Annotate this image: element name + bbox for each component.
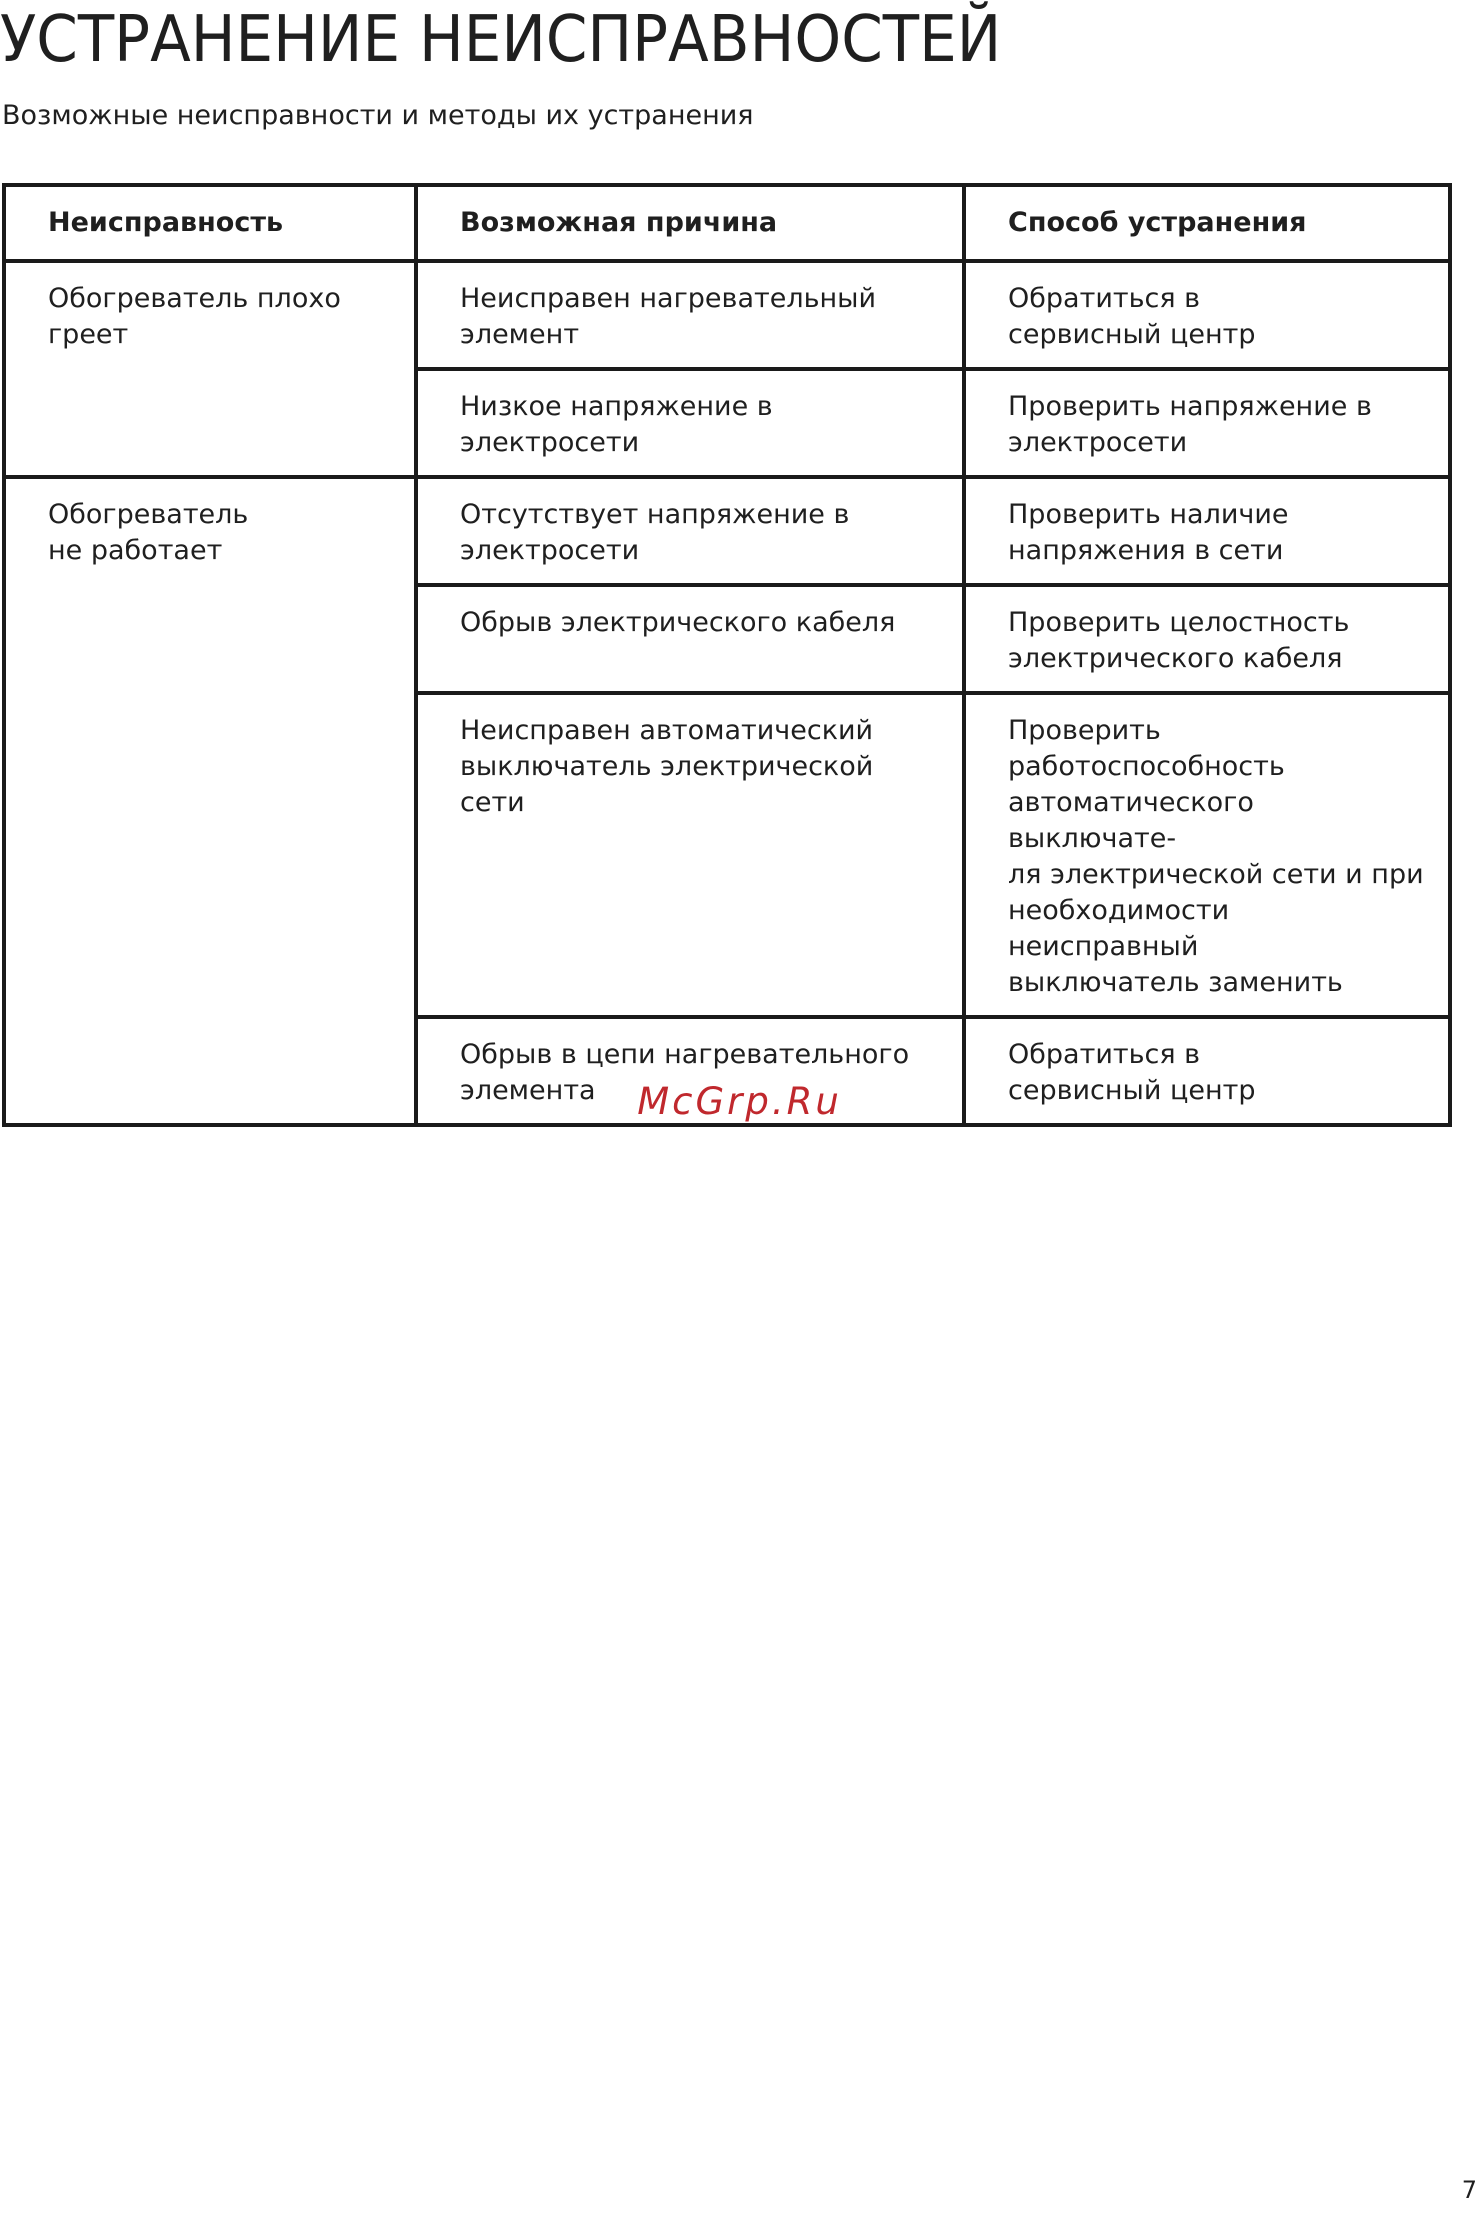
header-remedy: Способ устранения [964, 185, 1450, 261]
fault-text: Обогреватель не работает [48, 499, 249, 566]
cause-text: Низкое напряжение в электросети [460, 391, 773, 458]
cause-text: Неисправен нагревательный элемент [460, 283, 877, 350]
header-cause: Возможная причина [416, 185, 964, 261]
cause-text: Обрыв электрического кабеля [460, 607, 896, 638]
remedy-cell [964, 477, 1450, 585]
cause-text: Обрыв в цепи нагревательного элемента [460, 1039, 910, 1106]
remedy-text: Проверить напряжение в электросети [1008, 391, 1372, 458]
page-subtitle: Возможные неисправности и методы их устранения [2, 100, 754, 131]
remedy-text: Проверить наличие напряжения в сети [1008, 499, 1289, 566]
fault-cell [4, 261, 416, 477]
page-title: УСТРАНЕНИЕ НЕИСПРАВНОСТЕЙ [0, 3, 1002, 77]
cause-cell [416, 693, 964, 1017]
remedy-text: Обратиться в сервисный центр [1008, 283, 1256, 350]
cause-cell [416, 369, 964, 477]
table-header-row [4, 185, 1450, 261]
remedy-cell [964, 261, 1450, 369]
cause-text: Неисправен автоматический выключатель электрической сети [460, 715, 874, 818]
cause-text: Отсутствует напряжение в электросети [460, 499, 850, 566]
header-fault: Неисправность [4, 185, 416, 261]
table-row [4, 477, 1450, 585]
troubleshooting-table [2, 183, 1452, 1127]
remedy-text: Проверить целостность электрического кабеля [1008, 607, 1350, 674]
watermark-text: McGrp.Ru [637, 1080, 842, 1123]
remedy-text: Обратиться в сервисный центр [1008, 1039, 1256, 1106]
remedy-cell [964, 585, 1450, 693]
fault-text: Обогреватель плохо греет [48, 283, 341, 350]
remedy-cell [964, 693, 1450, 1017]
remedy-cell [964, 369, 1450, 477]
remedy-text: Проверить работоспособность автоматического выключате- ля электрической сети и при необходимости неисправный выключатель заменить [1008, 715, 1424, 998]
cause-cell [416, 585, 964, 693]
cause-cell [416, 261, 964, 369]
cause-cell [416, 477, 964, 585]
page-number: 7 [1461, 2176, 1477, 2204]
table-row [4, 261, 1450, 369]
fault-cell [4, 477, 416, 1125]
